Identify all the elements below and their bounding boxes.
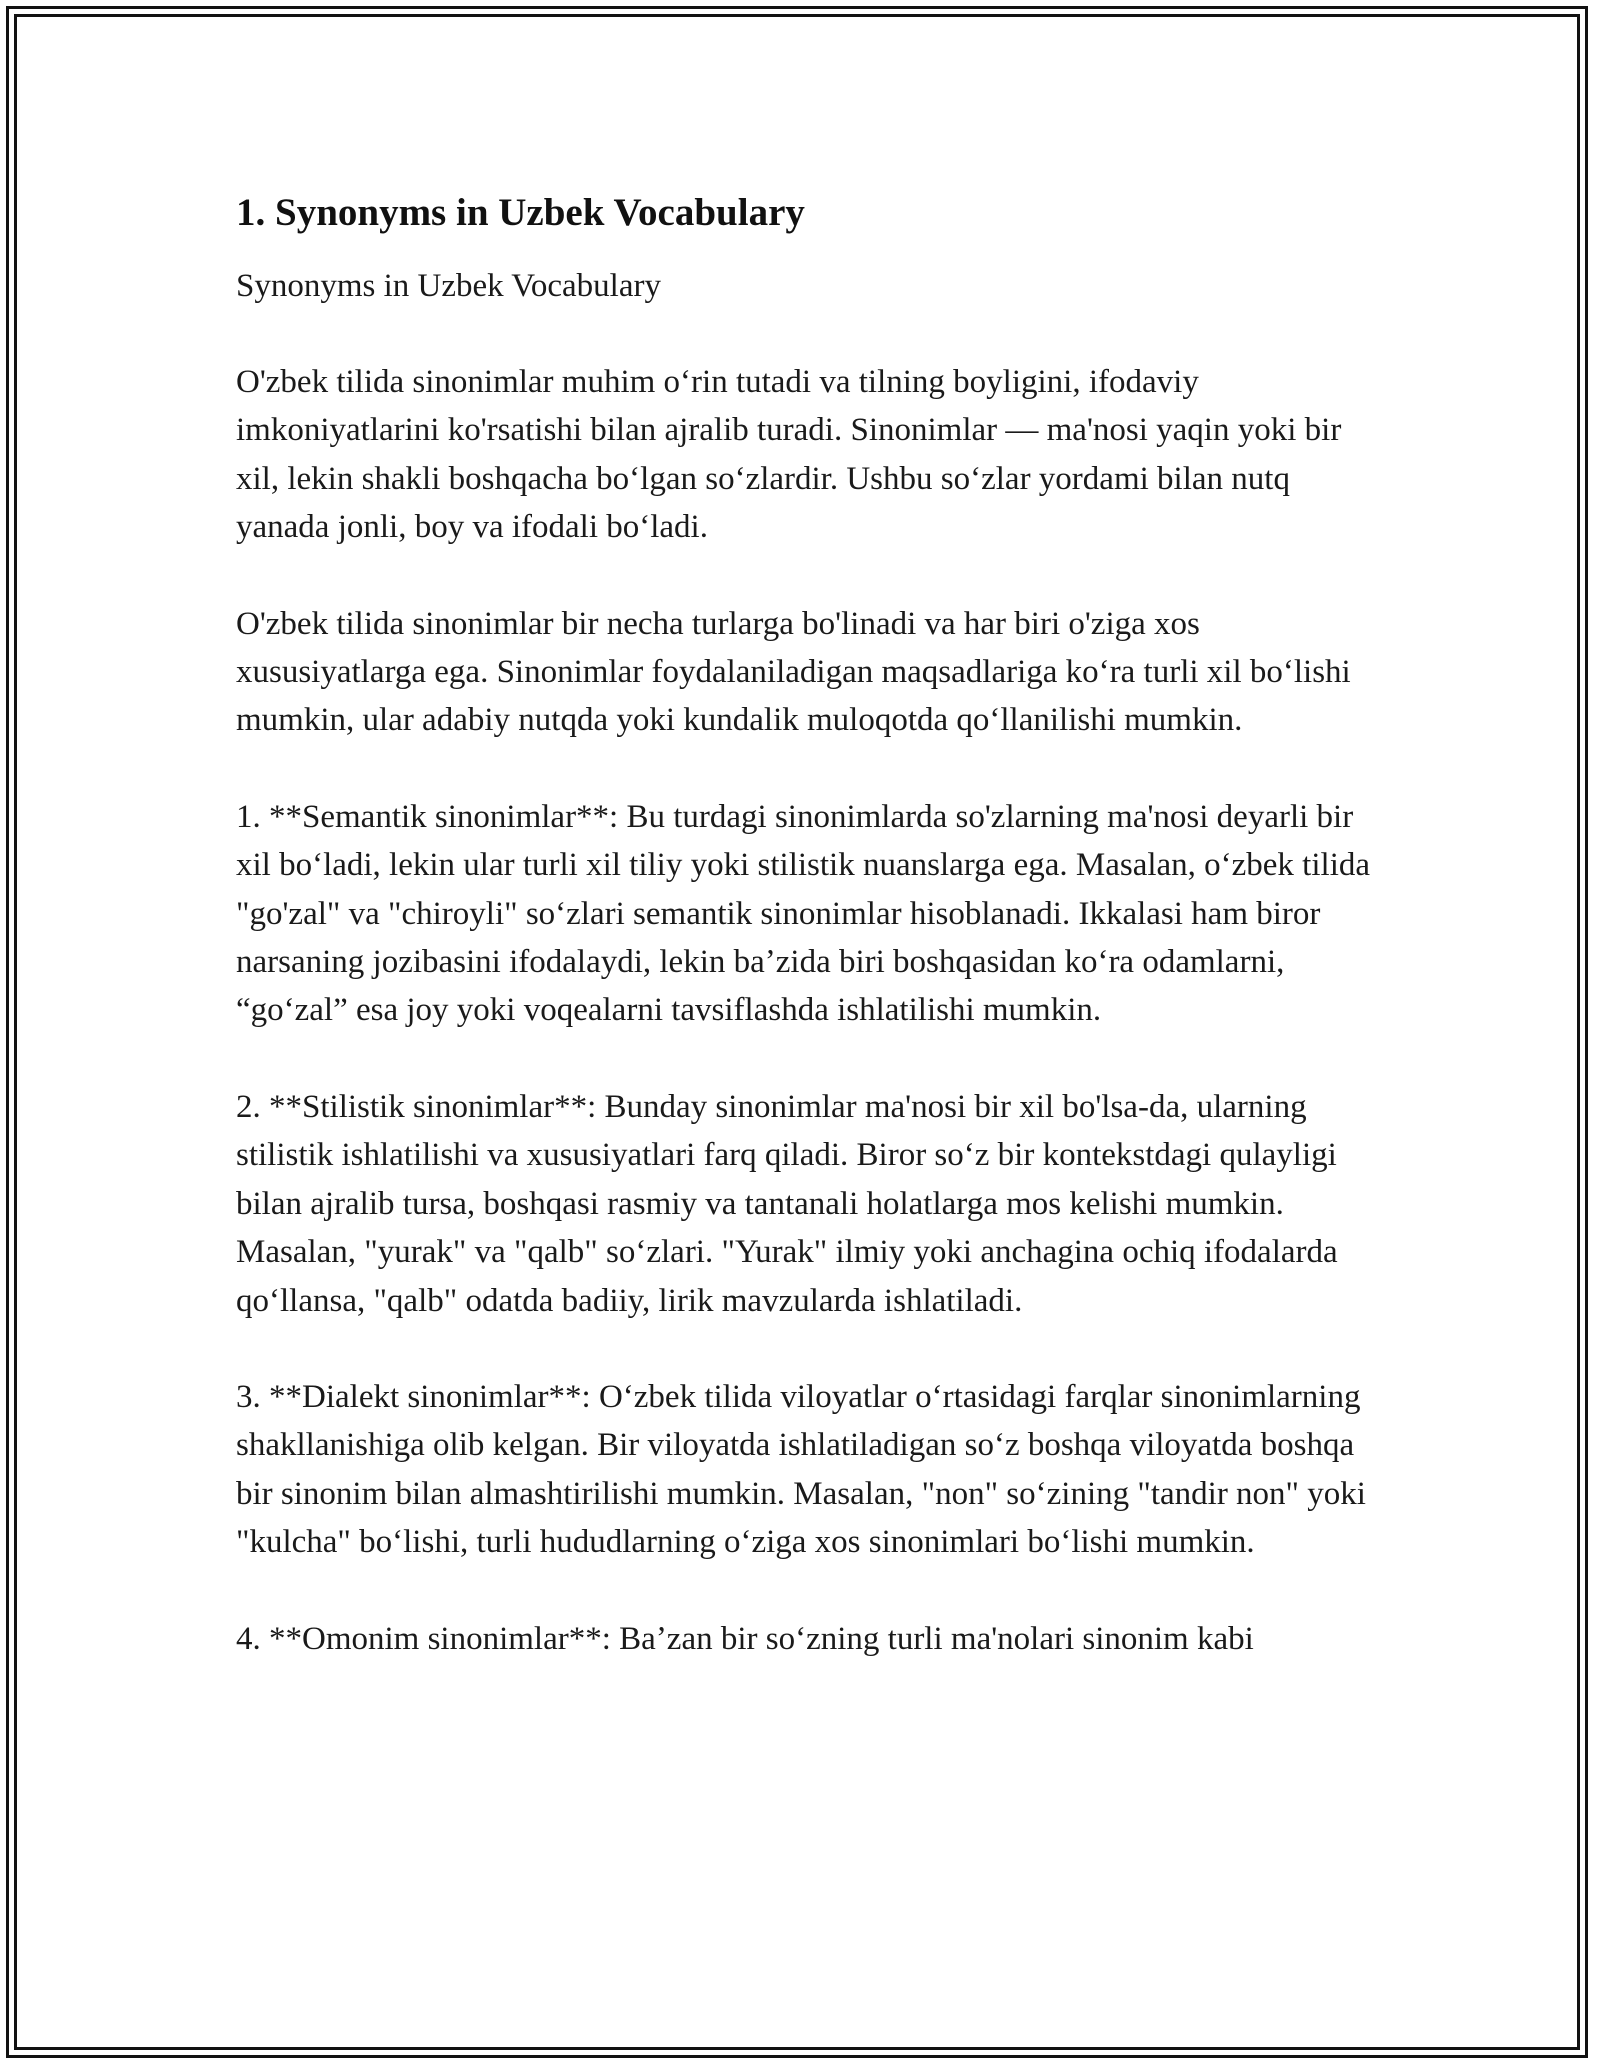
paragraph-types: O'zbek tilida sinonimlar bir necha turlarga bo'linadi va har biri o'ziga xos xususiyatlarga ega. Sinonimlar foydalaniladigan maqsadlariga koʻra turli xil boʻlishi mumkin, ular adabiy nutqda yoki kundalik muloqotda qoʻllanilishi mumkin. [236,605,1351,739]
paragraph-dialect: 3. **Dialekt sinonimlar**: Oʻzbek tilida viloyatlar oʻrtasidagi farqlar sinonimlarning shakllanishiga olib kelgan. Bir viloyatda ishlatiladigan soʻz boshqa viloyatda boshqa bir sinonim bilan almashtirilishi mumkin. Masalan, "non" soʻzining "tandir non" yoki "kulcha" boʻlishi, turli hududlarning oʻziga xos sinonimlari boʻlishi mumkin. [236,1378,1366,1561]
document-body [236,186,1376,1711]
paragraph-intro: O'zbek tilida sinonimlar muhim oʻrin tutadi va tilning boyligini, ifodaviy imkoniyatlarini ko'rsatishi bilan ajralib turadi. Sinonimlar — ma'nosi yaqin yoki bir xil, lekin shakli boshqacha boʻlgan soʻzlardir. Ushbu soʻzlar yordami bilan nutq yanada jonli, boy va ifodali boʻladi. [236,364,1342,546]
document-title: 1. Synonyms in Uzbek Vocabulary [236,191,805,234]
paragraph-stylistic: 2. **Stilistik sinonimlar**: Bunday sinonimlar ma'nosi bir xil bo'lsa-da, ularning stilistik ishlatilishi va xususiyatlari farq qiladi. Biror soʻz bir kontekstdagi qulayligi bilan ajralib tursa, boshqasi rasmiy va tantanali holatlarga mos kelishi mumkin. Masalan, "yurak" va "qalb" soʻzlari. "Yurak" ilmiy yoki anchagina ochiq ifodalarda qoʻllansa, "qalb" odatda badiiy, lirik mavzularda ishlatiladi. [236,1088,1338,1319]
paragraph-semantic: 1. **Semantik sinonimlar**: Bu turdagi sinonimlarda so'zlarning ma'nosi deyarli bir xil boʻladi, lekin ular turli xil tiliy yoki stilistik nuanslarga ega. Masalan, oʻzbek tilida "go'zal" va "chiroyli" soʻzlari semantik sinonimlar hisoblanadi. Ikkalasi ham biror narsaning jozibasini ifodalaydi, lekin baʼzida biri boshqasidan koʻra odamlarni, “goʻzal” esa joy yoki voqealarni tavsiflashda ishlatilishi mumkin. [236,798,1371,1029]
document-subtitle: Synonyms in Uzbek Vocabulary [236,268,661,304]
paragraph-homonym: 4. **Omonim sinonimlar**: Baʼzan bir soʻzning turli ma'nolari sinonim kabi [236,1620,1254,1657]
